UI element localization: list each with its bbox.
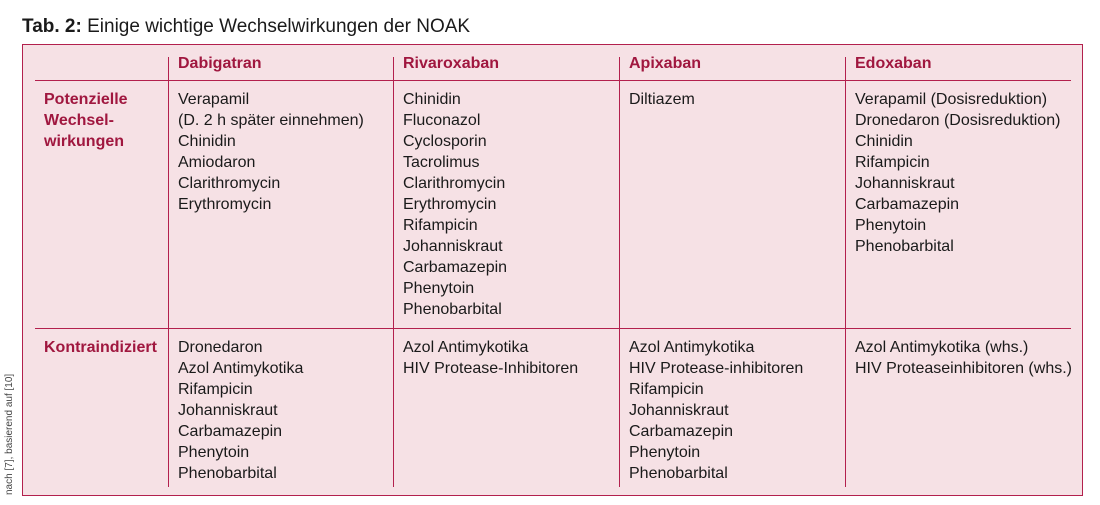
drug-item: Johanniskraut (178, 402, 278, 419)
drug-item: Phenobarbital (403, 301, 502, 318)
interaction-table (22, 44, 1083, 496)
drug-item: Tacrolimus (403, 154, 480, 171)
drug-item: Chinidin (178, 133, 236, 150)
column-header-apixaban: Apixaban (629, 55, 702, 72)
column-divider (619, 57, 620, 487)
drug-item: Rifampicin (403, 217, 478, 234)
drug-item: Phenytoin (855, 217, 927, 234)
row-label-line: Potenzielle (44, 91, 128, 108)
drug-item: Clarithromycin (403, 175, 506, 192)
drug-item: HIV Proteaseinhibitoren (whs.) (855, 360, 1072, 377)
caption-label: Tab. 2: (22, 16, 82, 37)
header-divider (35, 80, 1071, 81)
drug-item: Azol Antimykotika (178, 360, 304, 377)
caption-text: Einige wichtige Wechselwirkungen der NOAK (87, 16, 471, 37)
drug-item: Verapamil (178, 91, 250, 108)
drug-item: Phenobarbital (629, 465, 728, 482)
source-note: nach [7], basierend auf [10] (4, 373, 15, 495)
drug-item: Chinidin (403, 91, 461, 108)
cell-contraindicated-rivaroxaban (403, 337, 578, 379)
drug-item: Phenytoin (629, 444, 701, 461)
column-divider (845, 57, 846, 487)
drug-item: Erythromycin (178, 196, 272, 213)
drug-item: Carbamazepin (855, 196, 960, 213)
cell-contraindicated-edoxaban (855, 337, 1072, 379)
drug-item: Azol Antimykotika (629, 339, 755, 356)
drug-item: Verapamil (Dosisreduktion) (855, 91, 1048, 108)
drug-item: Fluconazol (403, 112, 481, 129)
drug-item: Erythromycin (403, 196, 497, 213)
cell-potential-edoxaban (855, 89, 1060, 257)
drug-item: Carbamazepin (629, 423, 734, 440)
drug-item: Phenytoin (178, 444, 250, 461)
row-label-line: Kontraindiziert (44, 339, 157, 356)
column-divider (168, 57, 169, 487)
column-header-edoxaban: Edoxaban (855, 55, 932, 72)
drug-item: Johanniskraut (629, 402, 729, 419)
drug-item: Carbamazepin (178, 423, 283, 440)
drug-item: Johanniskraut (403, 238, 503, 255)
drug-item: Azol Antimykotika (whs.) (855, 339, 1029, 356)
cell-potential-apixaban (629, 89, 695, 110)
drug-item: Carbamazepin (403, 259, 508, 276)
drug-item: Phenobarbital (178, 465, 277, 482)
drug-item: Dronedaron (178, 339, 263, 356)
row-label-contraindicated (44, 337, 157, 358)
drug-item: HIV Protease-Inhibitoren (403, 360, 579, 377)
column-header-rivaroxaban: Rivaroxaban (403, 55, 500, 72)
drug-item: Chinidin (855, 133, 913, 150)
drug-item: Rifampicin (855, 154, 930, 171)
drug-item: Clarithromycin (178, 175, 281, 192)
drug-item: Cyclosporin (403, 133, 487, 150)
drug-item: Rifampicin (178, 381, 253, 398)
cell-contraindicated-apixaban (629, 337, 803, 484)
row-label-line: wirkungen (44, 133, 125, 150)
drug-item: Rifampicin (629, 381, 704, 398)
column-divider (393, 57, 394, 487)
drug-item: Diltiazem (629, 91, 695, 108)
drug-item: Dronedaron (Dosisreduktion) (855, 112, 1061, 129)
row-label-line: Wechsel- (44, 112, 114, 129)
drug-item: Amiodaron (178, 154, 256, 171)
row-divider (35, 328, 1071, 329)
drug-item: (D. 2 h später einnehmen) (178, 112, 364, 129)
drug-item: Johanniskraut (855, 175, 955, 192)
cell-contraindicated-dabigatran (178, 337, 303, 484)
drug-item: HIV Protease-inhibitoren (629, 360, 804, 377)
cell-potential-rivaroxaban (403, 89, 507, 320)
table-caption (22, 15, 470, 39)
row-label-potential-interactions (44, 89, 128, 152)
drug-item: Phenobarbital (855, 238, 954, 255)
drug-item: Azol Antimykotika (403, 339, 529, 356)
drug-item: Phenytoin (403, 280, 475, 297)
cell-potential-dabigatran (178, 89, 364, 215)
column-header-dabigatran: Dabigatran (178, 55, 262, 72)
